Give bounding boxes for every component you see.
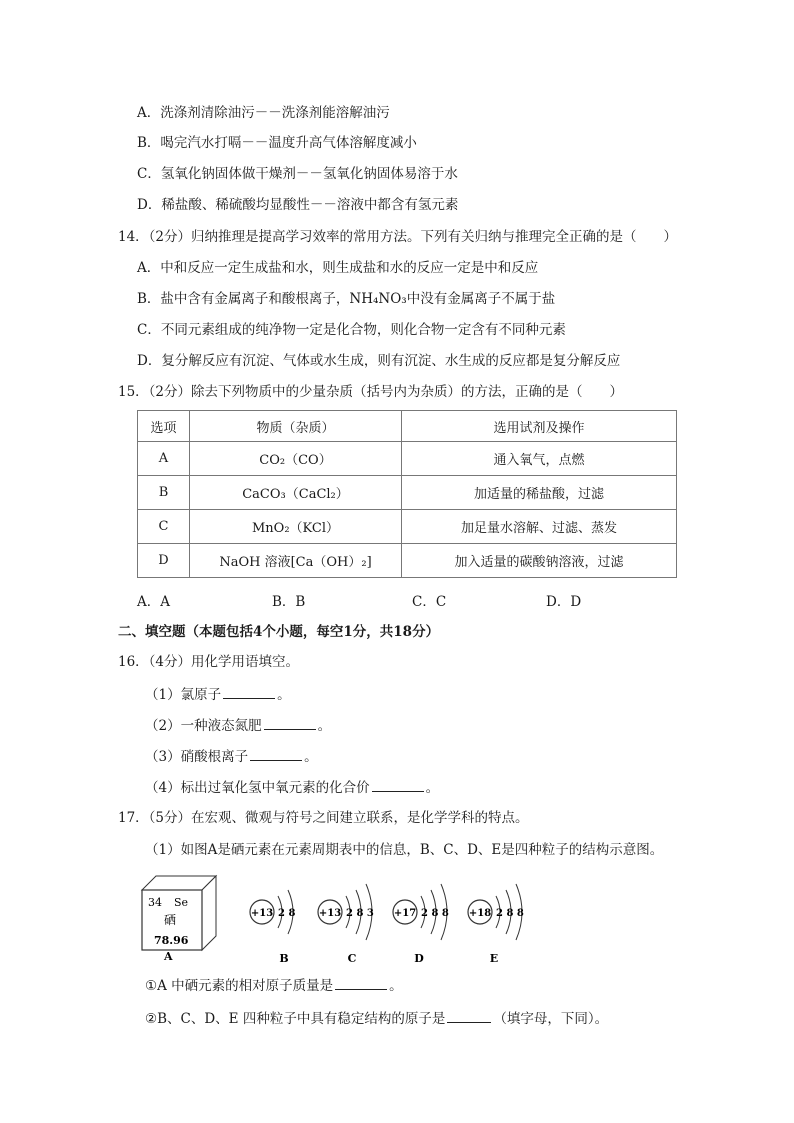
q15-stem: 15．（2分）除去下列物质中的少量杂质（括号内为杂质）的方法，正确的是（ ） [118, 384, 624, 400]
q14-stem: 14．（2分）归纳推理是提高学习效率的常用方法。下列有关归纳与推理完全正确的是（ ） [118, 229, 678, 245]
q14-option-d: D．复分解反应有沉淀、气体或水生成，则有沉淀、水生成的反应都是复分解反应 [137, 353, 621, 369]
table-cell: C [138, 510, 190, 544]
table-cell: A [138, 442, 190, 476]
table-header-row [138, 411, 677, 442]
electron-shells: 2 8 8 [421, 908, 449, 919]
nucleus-charge: +17 [393, 908, 417, 919]
q16-stem: 16．（4分）用化学用语填空。 [118, 654, 300, 670]
q16-item-1: （1）氯原子 。 [145, 684, 291, 705]
table-cell: B [138, 476, 190, 510]
q13-option-b: B．喝完汽水打嗝－－温度升高气体溶解度减小 [137, 135, 417, 151]
figure-label: C [347, 952, 357, 962]
table-header-cell: 物质（杂质） [190, 411, 402, 442]
table-cell: MnO₂（KCl） [190, 510, 402, 544]
element-name: 硒 [164, 913, 177, 927]
structure-figure [140, 870, 540, 962]
q13-option-a: A．洗涤剂清除油污－－洗涤剂能溶解油污 [137, 105, 390, 121]
q17-question-1: ①A 中硒元素的相对原子质量是 。 [145, 975, 403, 996]
q15-answer-a: A．A [137, 594, 170, 610]
particle-e [468, 884, 524, 962]
table-header-cell: 选项 [138, 411, 190, 442]
table-cell: D [138, 544, 190, 578]
electron-shells: 2 8 8 [496, 908, 524, 919]
figure-label: D [414, 952, 424, 962]
table-row [138, 544, 677, 578]
electron-shells: 2 8 [278, 908, 296, 919]
table-cell: CO₂（CO） [190, 442, 402, 476]
q13-option-d: D．稀盐酸、稀硫酸均显酸性－－溶液中都含有氢元素 [137, 197, 459, 213]
q16-item-4: （4）标出过氧化氢中氧元素的化合价 。 [145, 777, 439, 798]
answer-blank[interactable] [335, 975, 387, 990]
table-cell: 加足量水溶解、过滤、蒸发 [402, 510, 677, 544]
figure-label: B [279, 952, 289, 962]
q17-sub1: （1）如图A是硒元素在元素周期表中的信息，B、C、D、E是四种粒子的结构示意图。 [145, 842, 664, 858]
table-row [138, 442, 677, 476]
particle-b [250, 890, 295, 962]
answer-blank[interactable] [250, 746, 302, 761]
element-symbol: Se [174, 896, 189, 909]
answer-blank[interactable] [264, 715, 316, 730]
electron-shells: 2 8 3 [346, 908, 374, 919]
table-cell: NaOH 溶液[Ca（OH）₂] [190, 544, 402, 578]
element-number: 34 [148, 896, 162, 909]
figure-label: E [489, 952, 499, 962]
nucleus-charge: +13 [318, 908, 342, 919]
q15-answer-b: B．B [272, 594, 306, 610]
q17-question-2: ②B、C、D、E 四种粒子中具有稳定结构的原子是 （填字母，下同）。 [145, 1008, 608, 1029]
table-row [138, 510, 677, 544]
q15-answer-d: D．D [546, 594, 582, 610]
table-cell: CaCO₃（CaCl₂） [190, 476, 402, 510]
q14-option-b: B．盐中含有金属离子和酸根离子，NH₄NO₃中没有金属离子不属于盐 [137, 291, 556, 307]
q14-option-c: C．不同元素组成的纯净物一定是化合物，则化合物一定含有不同种元素 [137, 322, 566, 338]
figure-label: A [164, 950, 173, 962]
section-heading: 二、填空题（本题包括4个小题，每空1分，共18分） [118, 624, 440, 640]
q16-item-3: （3）硝酸根离子 。 [145, 746, 318, 767]
answer-blank[interactable] [447, 1008, 491, 1023]
element-mass: 78.96 [154, 934, 189, 947]
table-cell: 通入氧气，点燃 [402, 442, 677, 476]
q15-table [137, 410, 677, 578]
table-cell: 加适量的稀盐酸，过滤 [402, 476, 677, 510]
particle-c [318, 884, 374, 962]
answer-blank[interactable] [223, 684, 275, 699]
nucleus-charge: +13 [250, 908, 274, 919]
q13-option-c: C．氢氧化钠固体做干燥剂－－氢氧化钠固体易溶于水 [137, 166, 458, 182]
table-row [138, 476, 677, 510]
answer-blank[interactable] [372, 777, 424, 792]
q14-option-a: A．中和反应一定生成盐和水，则生成盐和水的反应一定是中和反应 [137, 260, 539, 276]
nucleus-charge: +18 [468, 908, 492, 919]
particle-d [393, 884, 449, 962]
table-cell: 加入适量的碳酸钠溶液，过滤 [402, 544, 677, 578]
table-header-cell: 选用试剂及操作 [402, 411, 677, 442]
q15-answer-c: C．C [412, 594, 447, 610]
element-cell [142, 876, 216, 962]
q16-item-2: （2）一种液态氮肥 。 [145, 715, 331, 736]
q17-stem: 17．（5分）在宏观、微观与符号之间建立联系，是化学学科的特点。 [118, 810, 529, 826]
